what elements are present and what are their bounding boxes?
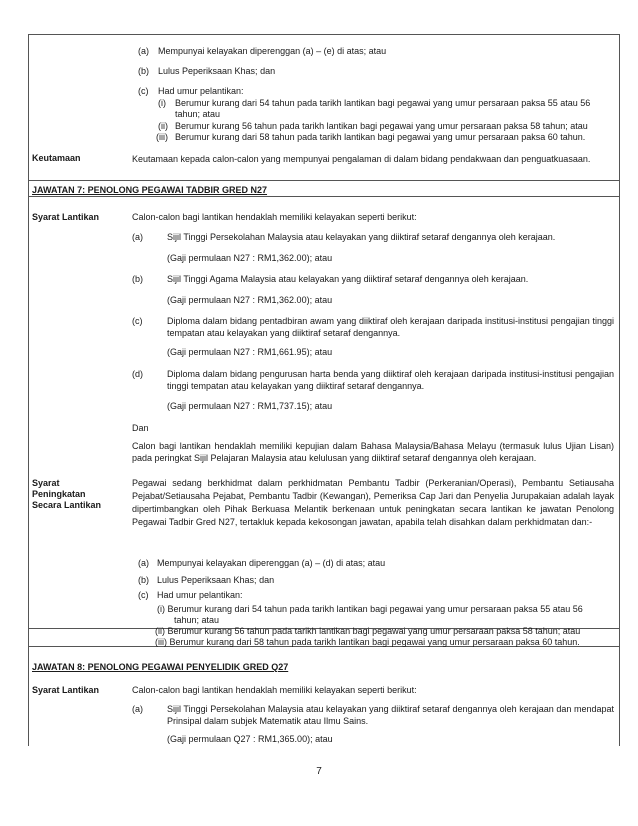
list-item: Sijil Tinggi Agama Malaysia atau kelayakan yang diiktiraf setaraf dengannya oleh kerajaan.	[167, 274, 529, 284]
list-marker: (b)	[138, 66, 149, 76]
list-marker: (a)	[132, 704, 143, 714]
list-item: Had umur pelantikan:	[157, 590, 243, 600]
sub-item: Berumur kurang dari 54 tahun pada tarikh lantikan bagi pegawai yang umur persaraan paksa 55 atau 56	[175, 98, 591, 108]
sub-item: (i) Berumur kurang dari 54 tahun pada tarikh lantikan bagi pegawai yang umur persaraan paksa 55 atau 56	[157, 604, 583, 614]
list-item: Had umur pelantikan:	[158, 86, 244, 96]
salary-line: (Gaji permulaan N27 : RM1,737.15); atau	[167, 401, 333, 411]
list-marker: (d)	[132, 369, 143, 379]
sub-marker: (i)	[158, 98, 166, 108]
list-item: Sijil Tinggi Persekolahan Malaysia atau kelayakan yang diiktiraf setaraf dengannya oleh kerajaan dan mendapat Prinsipal dalam subjek Matematik atau Ilmu Sains.	[167, 704, 614, 726]
list-marker: (a)	[138, 46, 149, 56]
section-heading: JAWATAN 8: PENOLONG PEGAWAI PENYELIDIK GRED Q27	[32, 662, 289, 672]
row-text: Calon-calon bagi lantikan hendaklah memiliki kelayakan seperti berikut:	[132, 685, 417, 695]
row-text: Keutamaan kepada calon-calon yang mempunyai pengalaman di dalam bidang pendakwaan dan penguatkuasaan.	[132, 154, 591, 164]
list-item: Diploma dalam bidang pengurusan harta benda yang diiktiraf oleh kerajaan daripada institusi-institusi pengajian tinggi tempatan atau kelayakan yang diiktiraf setaraf dengannya.	[167, 369, 614, 391]
list-item: Lulus Peperiksaan Khas; dan	[158, 66, 276, 76]
salary-line: (Gaji permulaan N27 : RM1,362.00); atau	[167, 253, 333, 263]
list-marker: (c)	[138, 86, 149, 96]
table-top-rule	[29, 34, 619, 35]
sub-item-cont: tahun; atau	[174, 615, 220, 625]
list-item: Diploma dalam bidang pentadbiran awam yang diiktiraf oleh kerajaan daripada institusi-institusi pengajian tinggi tempatan atau kelayakan yang diiktiraf setaraf dengannya.	[167, 316, 614, 338]
section-heading: JAWATAN 7: PENOLONG PEGAWAI TADBIR GRED N27	[32, 185, 268, 195]
salary-line: (Gaji permulaan N27 : RM1,661.95); atau	[167, 347, 333, 357]
list-marker: (a)	[138, 558, 149, 568]
list-item: Mempunyai kelayakan diperenggan (a) – (d) di atas; atau	[157, 558, 386, 568]
list-marker: (a)	[132, 232, 143, 242]
sub-marker: (iii)	[156, 132, 168, 142]
row-text: Calon bagi lantikan hendaklah memiliki kepujian dalam Bahasa Malaysia/Bahasa Melayu (termasuk lulus Ujian Lisan) pada peringkat Sijil Pelajaran Malaysia atau kelulusan yang diiktiraf setaraf dengannya oleh kerajaan.	[132, 441, 614, 463]
row-label: Keutamaan	[32, 153, 81, 163]
list-marker: (c)	[132, 316, 143, 326]
row-label: Peningkatan	[32, 489, 86, 499]
sub-item-cont: tahun; atau	[175, 109, 221, 119]
table-rule	[29, 180, 619, 181]
row-label: Syarat Lantikan	[32, 685, 100, 695]
sub-item: Berumur kurang 56 tahun pada tarikh lantikan bagi pegawai yang umur persaraan paksa 58 tahun; atau	[175, 121, 588, 131]
salary-line: (Gaji permulaan Q27 : RM1,365.00); atau	[167, 734, 333, 744]
list-item: Mempunyai kelayakan diperenggan (a) – (e) di atas; atau	[158, 46, 387, 56]
list-marker: (c)	[138, 590, 149, 600]
list-marker: (b)	[138, 575, 149, 585]
table-rule	[29, 196, 619, 197]
page-number: 7	[316, 766, 322, 777]
row-label: Syarat	[32, 478, 60, 488]
row-label: Secara Lantikan	[32, 500, 102, 510]
row-label: Syarat Lantikan	[32, 212, 100, 222]
sub-item: Berumur kurang dari 58 tahun pada tarikh lantikan bagi pegawai yang umur persaraan paksa 60 tahun.	[175, 132, 586, 142]
list-item: Sijil Tinggi Persekolahan Malaysia atau kelayakan yang diiktiraf setaraf dengannya oleh kerajaan.	[167, 232, 556, 242]
sub-item: (ii) Berumur kurang 56 tahun pada tarikh lantikan bagi pegawai yang umur persaraan paksa 58 tahun; atau	[155, 626, 581, 636]
list-item: Lulus Peperiksaan Khas; dan	[157, 575, 275, 585]
sub-marker: (ii)	[158, 121, 168, 131]
sub-item: (iii) Berumur kurang dari 58 tahun pada tarikh lantikan bagi pegawai yang umur persaraan paksa 60 tahun.	[155, 637, 580, 647]
list-marker: (b)	[132, 274, 143, 284]
conjunction: Dan	[132, 423, 149, 433]
salary-line: (Gaji permulaan N27 : RM1,362.00); atau	[167, 295, 333, 305]
row-text: Calon-calon bagi lantikan hendaklah memiliki kelayakan seperti berikut:	[132, 212, 417, 222]
row-text: Pegawai sedang berkhidmat dalam perkhidmatan Pembantu Tadbir (Perkeranian/Operasi), Pembantu Setiausaha Pejabat/Setiausaha Pejabat, Pembantu Tadbir (Kewangan), Pemeriksa Cap Jari dan Penyelia Jurupakaian adalah layak dipertimbangkan oleh Pihak Berkuasa Melantik berkenaan untuk peningkatan secara lantikan ke jawatan Penolong Pegawai Tadbir Gred N27, tertakluk kepada kekosongan jawatan, apabila telah disahkan dalam perkhidmatan dan:-	[132, 478, 614, 527]
